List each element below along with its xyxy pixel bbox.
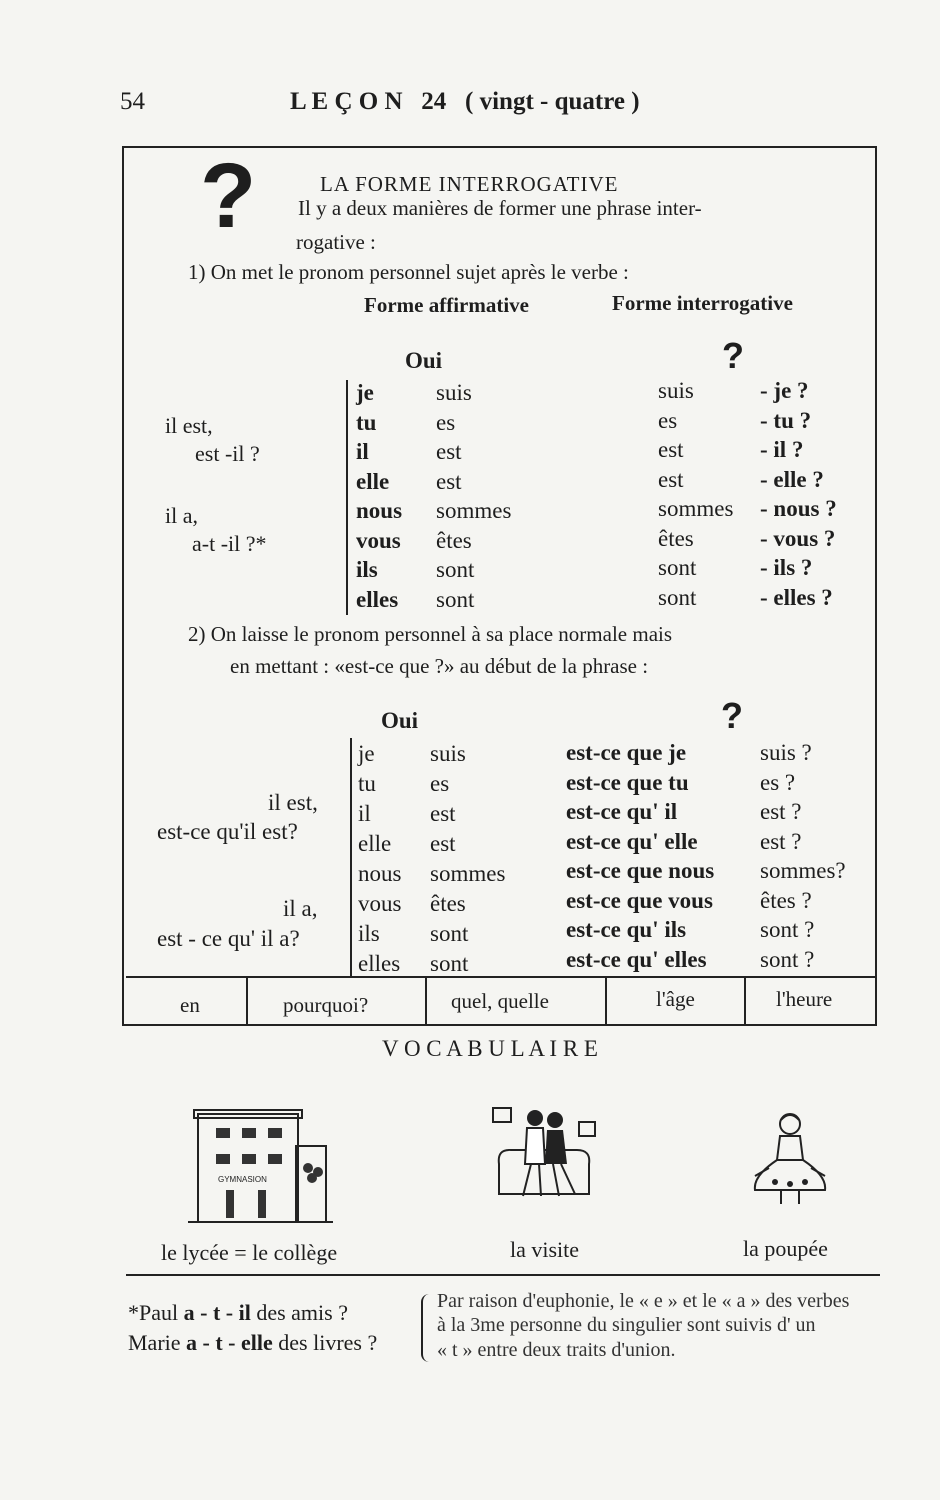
table1-int-pronoun: - nous ? — [760, 496, 837, 521]
gymnasion-sign: GYMNASION — [218, 1175, 267, 1184]
table1-int-verb: sont — [658, 584, 697, 610]
intro-line-1: Il y a deux manières de former une phrase inter- — [298, 196, 702, 220]
table1-int-verb: suis — [658, 378, 694, 403]
table1-int-pronoun: - tu ? — [760, 407, 812, 433]
vocab-title: V O C A B U L A I R E — [382, 1036, 598, 1061]
table2-verb: est — [430, 831, 456, 856]
table1-int-pronoun: - vous ? — [760, 525, 836, 551]
word-heure: l'heure — [776, 987, 833, 1011]
question-mark-1: ? — [722, 335, 744, 376]
table1-pronoun: je — [356, 380, 374, 405]
table2-int-verb: sont ? — [760, 917, 815, 942]
table2-pronoun: ils — [358, 921, 380, 946]
left2-0: il est, — [268, 790, 318, 815]
column-affirmative: Forme affirmative — [364, 293, 529, 317]
table2-divider — [350, 738, 352, 978]
caption-visite: la visite — [510, 1237, 580, 1262]
table1-int-pronoun: - elle ? — [760, 466, 824, 492]
table1-int-verb: est — [658, 437, 684, 462]
left1-0: il est, — [165, 413, 213, 438]
table2-pronoun: nous — [358, 861, 402, 886]
word-sep-3 — [605, 978, 607, 1024]
table1-pronoun: elle — [356, 468, 390, 494]
table2-int-phrase: est-ce qu' elles — [566, 946, 707, 972]
table1-verb: êtes — [436, 527, 472, 553]
poupee-illustration — [745, 1110, 835, 1210]
table1-verb: sommes — [436, 498, 512, 523]
word-row-top — [126, 976, 876, 978]
table1-int-verb: est — [658, 466, 684, 492]
table1-int-verb: sont — [658, 555, 697, 580]
table2-pronoun: vous — [358, 891, 402, 916]
table2-pronoun: elle — [358, 831, 392, 856]
table2-int-verb: sommes? — [760, 858, 846, 883]
table2-int-phrase: est-ce qu' il — [566, 799, 678, 824]
oui-label-1: Oui — [405, 348, 443, 373]
table1-int-pronoun: - je ? — [760, 378, 809, 403]
table2-verb: es — [430, 771, 450, 796]
table2-verb: suis — [430, 741, 466, 766]
word-pourquoi: pourquoi? — [283, 993, 369, 1017]
table2-verb: sont — [430, 951, 469, 976]
table2-int-verb: est ? — [760, 828, 802, 854]
table1-pronoun: vous — [356, 527, 401, 553]
left1-1: est -il ? — [195, 441, 260, 466]
table2-int-phrase: est-ce que tu — [566, 769, 689, 795]
word-sep-1 — [246, 978, 248, 1024]
table2-int-verb: êtes ? — [760, 887, 812, 913]
table2-pronoun: il — [358, 801, 371, 826]
table2-int-verb: sont ? — [760, 946, 815, 972]
table2-int-verb: es ? — [760, 769, 796, 795]
column-interrogative: Forme interrogative — [612, 291, 793, 315]
page-number: 54 — [120, 88, 145, 115]
table1-verb: sont — [436, 557, 475, 582]
word-sep-2 — [425, 978, 427, 1024]
table1-int-pronoun: - il ? — [760, 437, 804, 462]
rule-1: 1) On met le pronom personnel sujet après le verbe : — [188, 260, 629, 284]
table1-verb: est — [436, 468, 462, 494]
visite-illustration — [487, 1104, 602, 1204]
table2-int-verb: est ? — [760, 799, 802, 824]
table2-int-phrase: est-ce que vous — [566, 887, 713, 913]
table2-pronoun: je — [358, 741, 375, 766]
ex2-subject: Marie — [128, 1330, 181, 1355]
left2-2: il a, — [283, 896, 318, 921]
footnote-example-1 — [128, 1300, 348, 1326]
table1-pronoun: il — [356, 439, 369, 464]
word-quel: quel, quelle — [451, 989, 549, 1013]
table2-int-phrase: est-ce que je — [566, 740, 687, 765]
table1-int-verb: sommes — [658, 496, 734, 521]
left1-2: il a, — [165, 503, 198, 528]
question-mark-icon: ? — [200, 145, 257, 247]
table1-verb: est — [436, 439, 462, 464]
table1-verb: suis — [436, 380, 472, 405]
footnote-rule — [126, 1274, 880, 1276]
footnote-example-2 — [128, 1330, 377, 1356]
ex2-verb: a - t - elle — [186, 1330, 273, 1355]
ex1-verb: a - t - il — [183, 1300, 251, 1325]
page-title: L E Ç O N 24 ( vingt - quatre ) — [290, 88, 640, 115]
ex2-object: des livres ? — [278, 1330, 378, 1355]
table1-int-verb: êtes — [658, 525, 694, 551]
rule-2-line-1: 2) On laisse le pronom personnel à sa place normale mais — [188, 622, 673, 646]
word-sep-4 — [744, 978, 746, 1024]
table2-pronoun: tu — [358, 771, 376, 796]
caption-lycee: le lycée = le collège — [161, 1240, 338, 1265]
table2-int-phrase: est-ce qu' ils — [566, 917, 687, 942]
footnote-note-line-2: à la 3me personne du singulier sont suivis d' un — [437, 1314, 816, 1336]
table2-int-phrase: est-ce qu' elle — [566, 828, 698, 854]
left2-3: est - ce qu' il a? — [157, 926, 300, 951]
table1-pronoun: nous — [356, 498, 403, 523]
lycee-building-illustration — [188, 1106, 333, 1231]
intro-line-2: rogative : — [296, 230, 376, 254]
table2-int-phrase: est-ce que nous — [566, 858, 715, 883]
left2-1: est-ce qu'il est? — [157, 819, 298, 844]
table1-int-pronoun: - ils ? — [760, 555, 813, 580]
left1-3: a-t -il ?* — [192, 531, 267, 556]
ex1-object: des amis ? — [256, 1300, 348, 1325]
table2-verb: est — [430, 801, 456, 826]
table2-pronoun: elles — [358, 951, 401, 976]
table1-pronoun: tu — [356, 409, 377, 435]
oui-label-2: Oui — [381, 708, 419, 733]
question-mark-2: ? — [721, 695, 743, 736]
footnote-note-line-3: « t » entre deux traits d'union. — [437, 1339, 676, 1361]
footnote-note-line-1: Par raison d'euphonie, le « e » et le « a » des verbes — [437, 1290, 850, 1312]
table1-int-verb: es — [658, 407, 678, 433]
caption-poupee: la poupée — [743, 1236, 828, 1261]
table2-verb: êtes — [430, 891, 466, 916]
box-heading: LA FORME INTERROGATIVE — [320, 172, 619, 196]
table1-int-pronoun: - elles ? — [760, 584, 833, 610]
table1-divider — [346, 380, 348, 615]
word-en: en — [180, 993, 200, 1017]
table1-pronoun: elles — [356, 586, 399, 612]
table2-verb: sont — [430, 921, 469, 946]
table1-verb: es — [436, 409, 456, 435]
table1-pronoun: ils — [356, 557, 378, 582]
word-age: l'âge — [656, 987, 695, 1011]
rule-2-line-2: en mettant : «est-ce que ?» au début de la phrase : — [230, 654, 649, 678]
table2-int-verb: suis ? — [760, 740, 812, 765]
ex1-subject: *Paul — [128, 1300, 179, 1325]
footnote-brace — [421, 1294, 433, 1362]
table2-verb: sommes — [430, 861, 506, 886]
table1-verb: sont — [436, 586, 475, 612]
